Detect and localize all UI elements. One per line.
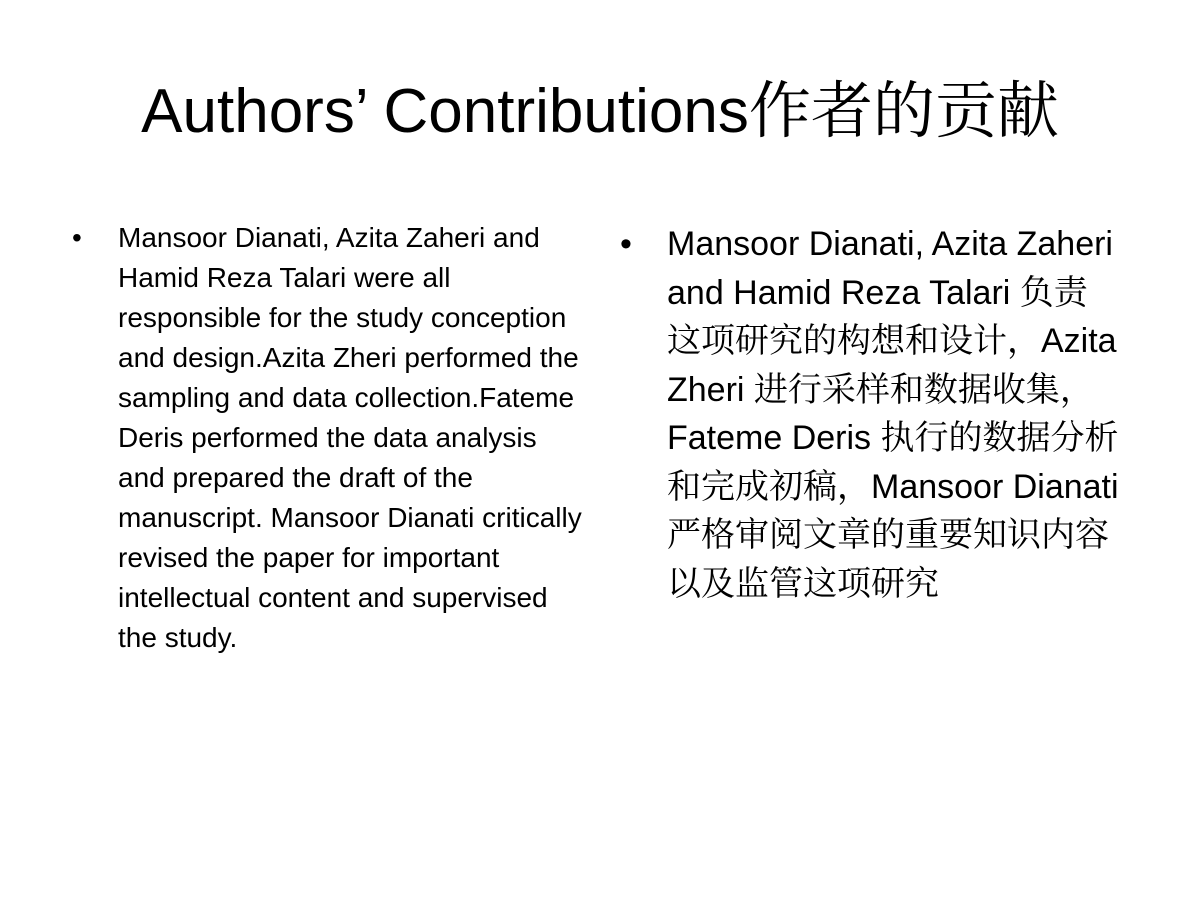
chinese-contributions-text: Mansoor Dianati, Azita Zaheri and Hamid Reza Talari 负责这项研究的构想和设计，Azita Zheri 进行采样和数据收集，Fateme Deris 执行的数据分析和完成初稿，Mansoor Dianati 严格审阅文章的重要知识内容以及监管这项研究 bbox=[667, 225, 1119, 603]
bullet-dot: • bbox=[620, 225, 632, 263]
chinese-contributions-item bbox=[620, 220, 1120, 608]
chinese-contributions-list bbox=[620, 220, 1120, 608]
english-contributions-list bbox=[72, 218, 584, 658]
english-contributions-text: Mansoor Dianati, Azita Zaheri and Hamid Reza Talari were all responsible for the study conception and design.Azita Zheri performed the sampling and data collection.Fateme Deris performed the data analysis and prepared the draft of the manuscript. Mansoor Dianati critically revised the paper for important intellectual content and supervised the study. bbox=[118, 222, 582, 653]
bullet-dot: • bbox=[72, 222, 82, 253]
english-contributions-item bbox=[72, 218, 584, 658]
slide-title: Authors’ Contributions作者的贡献 bbox=[141, 77, 1059, 146]
